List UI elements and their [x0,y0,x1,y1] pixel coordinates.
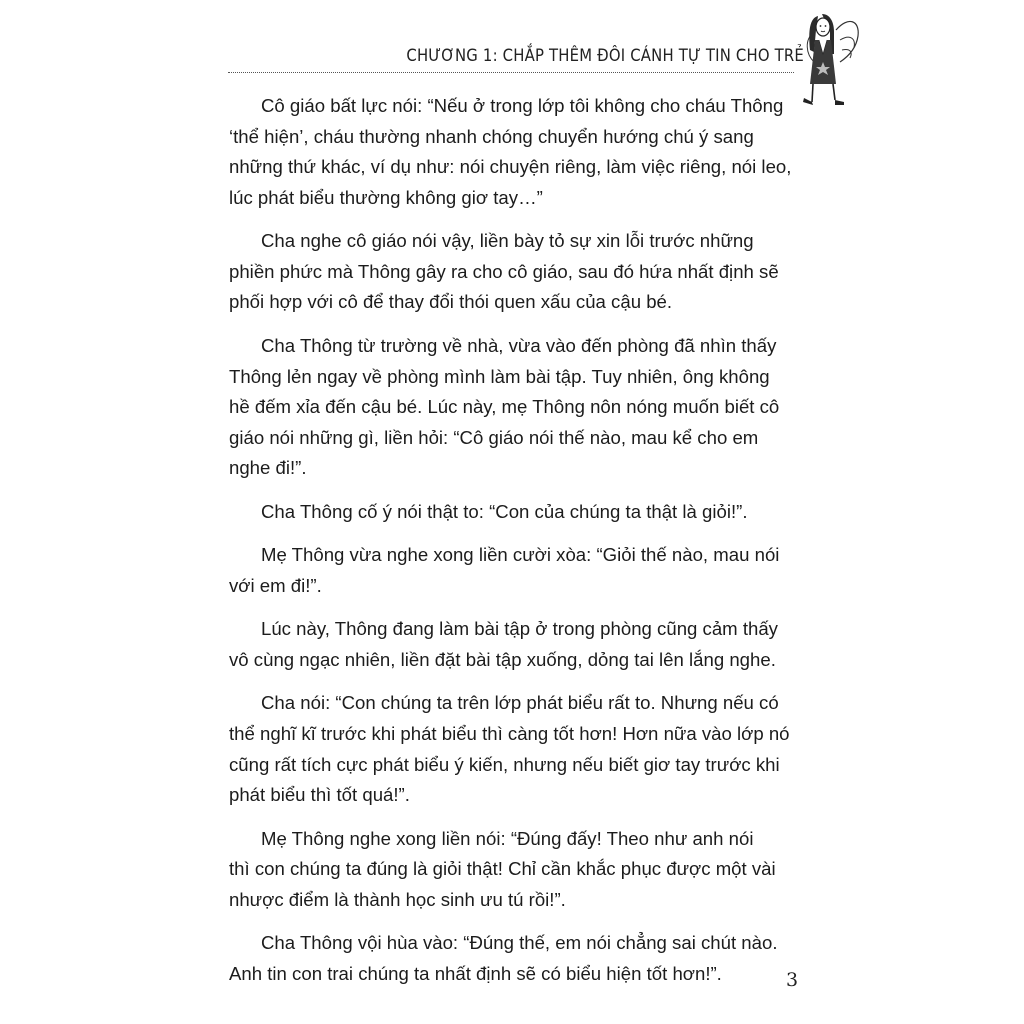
text-line: Cha nghe cô giáo nói vậy, liền bày tỏ sự xin lỗi trước những [261,230,754,252]
body-text [229,91,799,1002]
paragraph [229,497,799,528]
text-line: hề đếm xỉa đến cậu bé. Lúc này, mẹ Thông nôn nóng muốn biết cô [229,396,780,418]
text-line: với em đi!”. [229,574,322,596]
text-line: Mẹ Thông nghe xong liền nói: “Đúng đấy! Theo như anh nói [261,827,754,849]
paragraph [229,614,799,675]
text-line: Cha nói: “Con chúng ta trên lớp phát biểu rất to. Nhưng nếu có [261,692,779,714]
paragraph [229,226,799,318]
paragraph [229,540,799,601]
text-line: thể nghĩ kĩ trước khi phát biểu thì càng tốt hơn! Hơn nữa vào lớp nó [229,723,790,745]
text-line: Cha Thông vội hùa vào: “Đúng thế, em nói chẳng sai chút nào. [261,932,778,954]
text-line: lúc phát biểu thường không giơ tay…” [229,186,543,208]
paragraph [229,928,799,989]
text-line: giáo nói những gì, liền hỏi: “Cô giáo nói thế nào, mau kể cho em [229,426,759,448]
text-line: phát biểu thì tốt quá!”. [229,784,410,806]
text-line: thì con chúng ta đúng là giỏi thật! Chỉ cần khắc phục được một vài [229,858,776,880]
text-line: Lúc này, Thông đang làm bài tập ở trong phòng cũng cảm thấy [261,618,778,640]
text-line: ‘thể hiện’, cháu thường nhanh chóng chuyển hướng chú ý sang [229,125,754,147]
paragraph [229,331,799,484]
paragraph [229,688,799,810]
text-line: vô cùng ngạc nhiên, liền đặt bài tập xuống, dỏng tai lên lắng nghe. [229,648,776,670]
text-line: Anh tin con trai chúng ta nhất định sẽ có biểu hiện tốt hơn!”. [229,962,722,984]
paragraph [229,824,799,916]
chapter-header-title: CHƯƠNG 1: CHẮP THÊM ĐÔI CÁNH TỰ TIN CHO TRẺ [406,46,804,65]
text-line: những thứ khác, ví dụ như: nói chuyện riêng, làm việc riêng, nói leo, [229,156,792,178]
text-line: Cha Thông từ trường về nhà, vừa vào đến phòng đã nhìn thấy [261,334,777,356]
girl-with-wings-icon [800,10,862,110]
header-divider [228,72,794,73]
text-line: nghe đi!”. [229,457,307,479]
text-line: nhược điểm là thành học sinh ưu tú rồi!”. [229,888,566,910]
text-line: Mẹ Thông vừa nghe xong liền cười xòa: “Giỏi thế nào, mau nói [261,544,780,566]
text-line: Thông lẻn ngay về phòng mình làm bài tập. Tuy nhiên, ông không [229,365,770,387]
text-line: phối hợp với cô để thay đổi thói quen xấu của cậu bé. [229,291,673,313]
text-line: Cha Thông cố ý nói thật to: “Con của chúng ta thật là giỏi!”. [261,500,748,522]
text-line: Cô giáo bất lực nói: “Nếu ở trong lớp tôi không cho cháu Thông [261,95,784,116]
paragraph [229,91,799,213]
text-line: cũng rất tích cực phát biểu ý kiến, nhưng nếu biết giơ tay trước khi [229,753,780,775]
page-number: 3 [786,969,799,991]
text-line: phiền phức mà Thông gây ra cho cô giáo, sau đó hứa nhất định sẽ [229,260,779,282]
